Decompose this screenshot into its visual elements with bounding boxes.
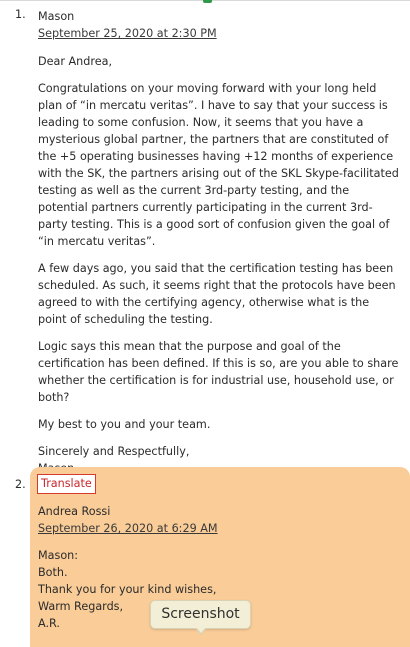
comment-paragraph: Logic says this mean that the purpose and goal of the certification has been defined. If this is so, are you able to share whether the certification is for industrial use, household use, or both? [38,340,399,404]
comment-line: Thank you for your kind wishes, [38,583,217,596]
comment-date-link[interactable]: September 25, 2020 at 2:30 PM [38,27,217,40]
comment-paragraph: My best to you and your team. [38,418,211,431]
comment-paragraph: Congratulations on your moving forward with your long held plan of “in mercatu veritas”. I have to say that your success is leading to some confusion. Now, it seems that you have a mysterious global partner, the partners that are constituted of the +5 operating businesses having +12 months of experience with the SK, the partners arising out of the SKL Skype-facilitated testing as well as the current 3rd-party testing, and the potential partners currently participating in the current 3rd-party testing. This is a good sort of confusion given the goal of “in mercatu veritas”. [38,82,399,248]
screenshot-tooltip[interactable] [150,600,251,629]
comment-line: A.R. [38,617,60,630]
comment-paragraph: A few days ago, you said that the certification testing has been scheduled. As such, it seems right that the protocols have been agreed to with the certifying agency, otherwise what is the point of scheduling the testing. [38,262,396,326]
scroll-indicator [203,0,212,3]
comment-date-link[interactable]: September 26, 2020 at 6:29 AM [38,522,218,535]
translate-button[interactable]: Translate [37,474,96,494]
comment-mason [38,8,400,477]
tooltip-arrow-fill [196,627,206,633]
comment-line: Mason: [38,549,79,562]
comment-author: Andrea Rossi [38,505,111,518]
comment-author: Mason [38,10,75,23]
comment-greeting: Dear Andrea, [38,55,113,68]
comment-line: Both. [38,566,68,579]
top-divider [0,0,410,3]
comment-number: 1. [15,8,26,21]
comment-line: Warm Regards, [38,600,124,613]
comment-closing: Sincerely and Respectfully, [38,445,190,458]
tooltip-label: Screenshot [161,606,240,622]
comment-number: 2. [15,478,26,491]
